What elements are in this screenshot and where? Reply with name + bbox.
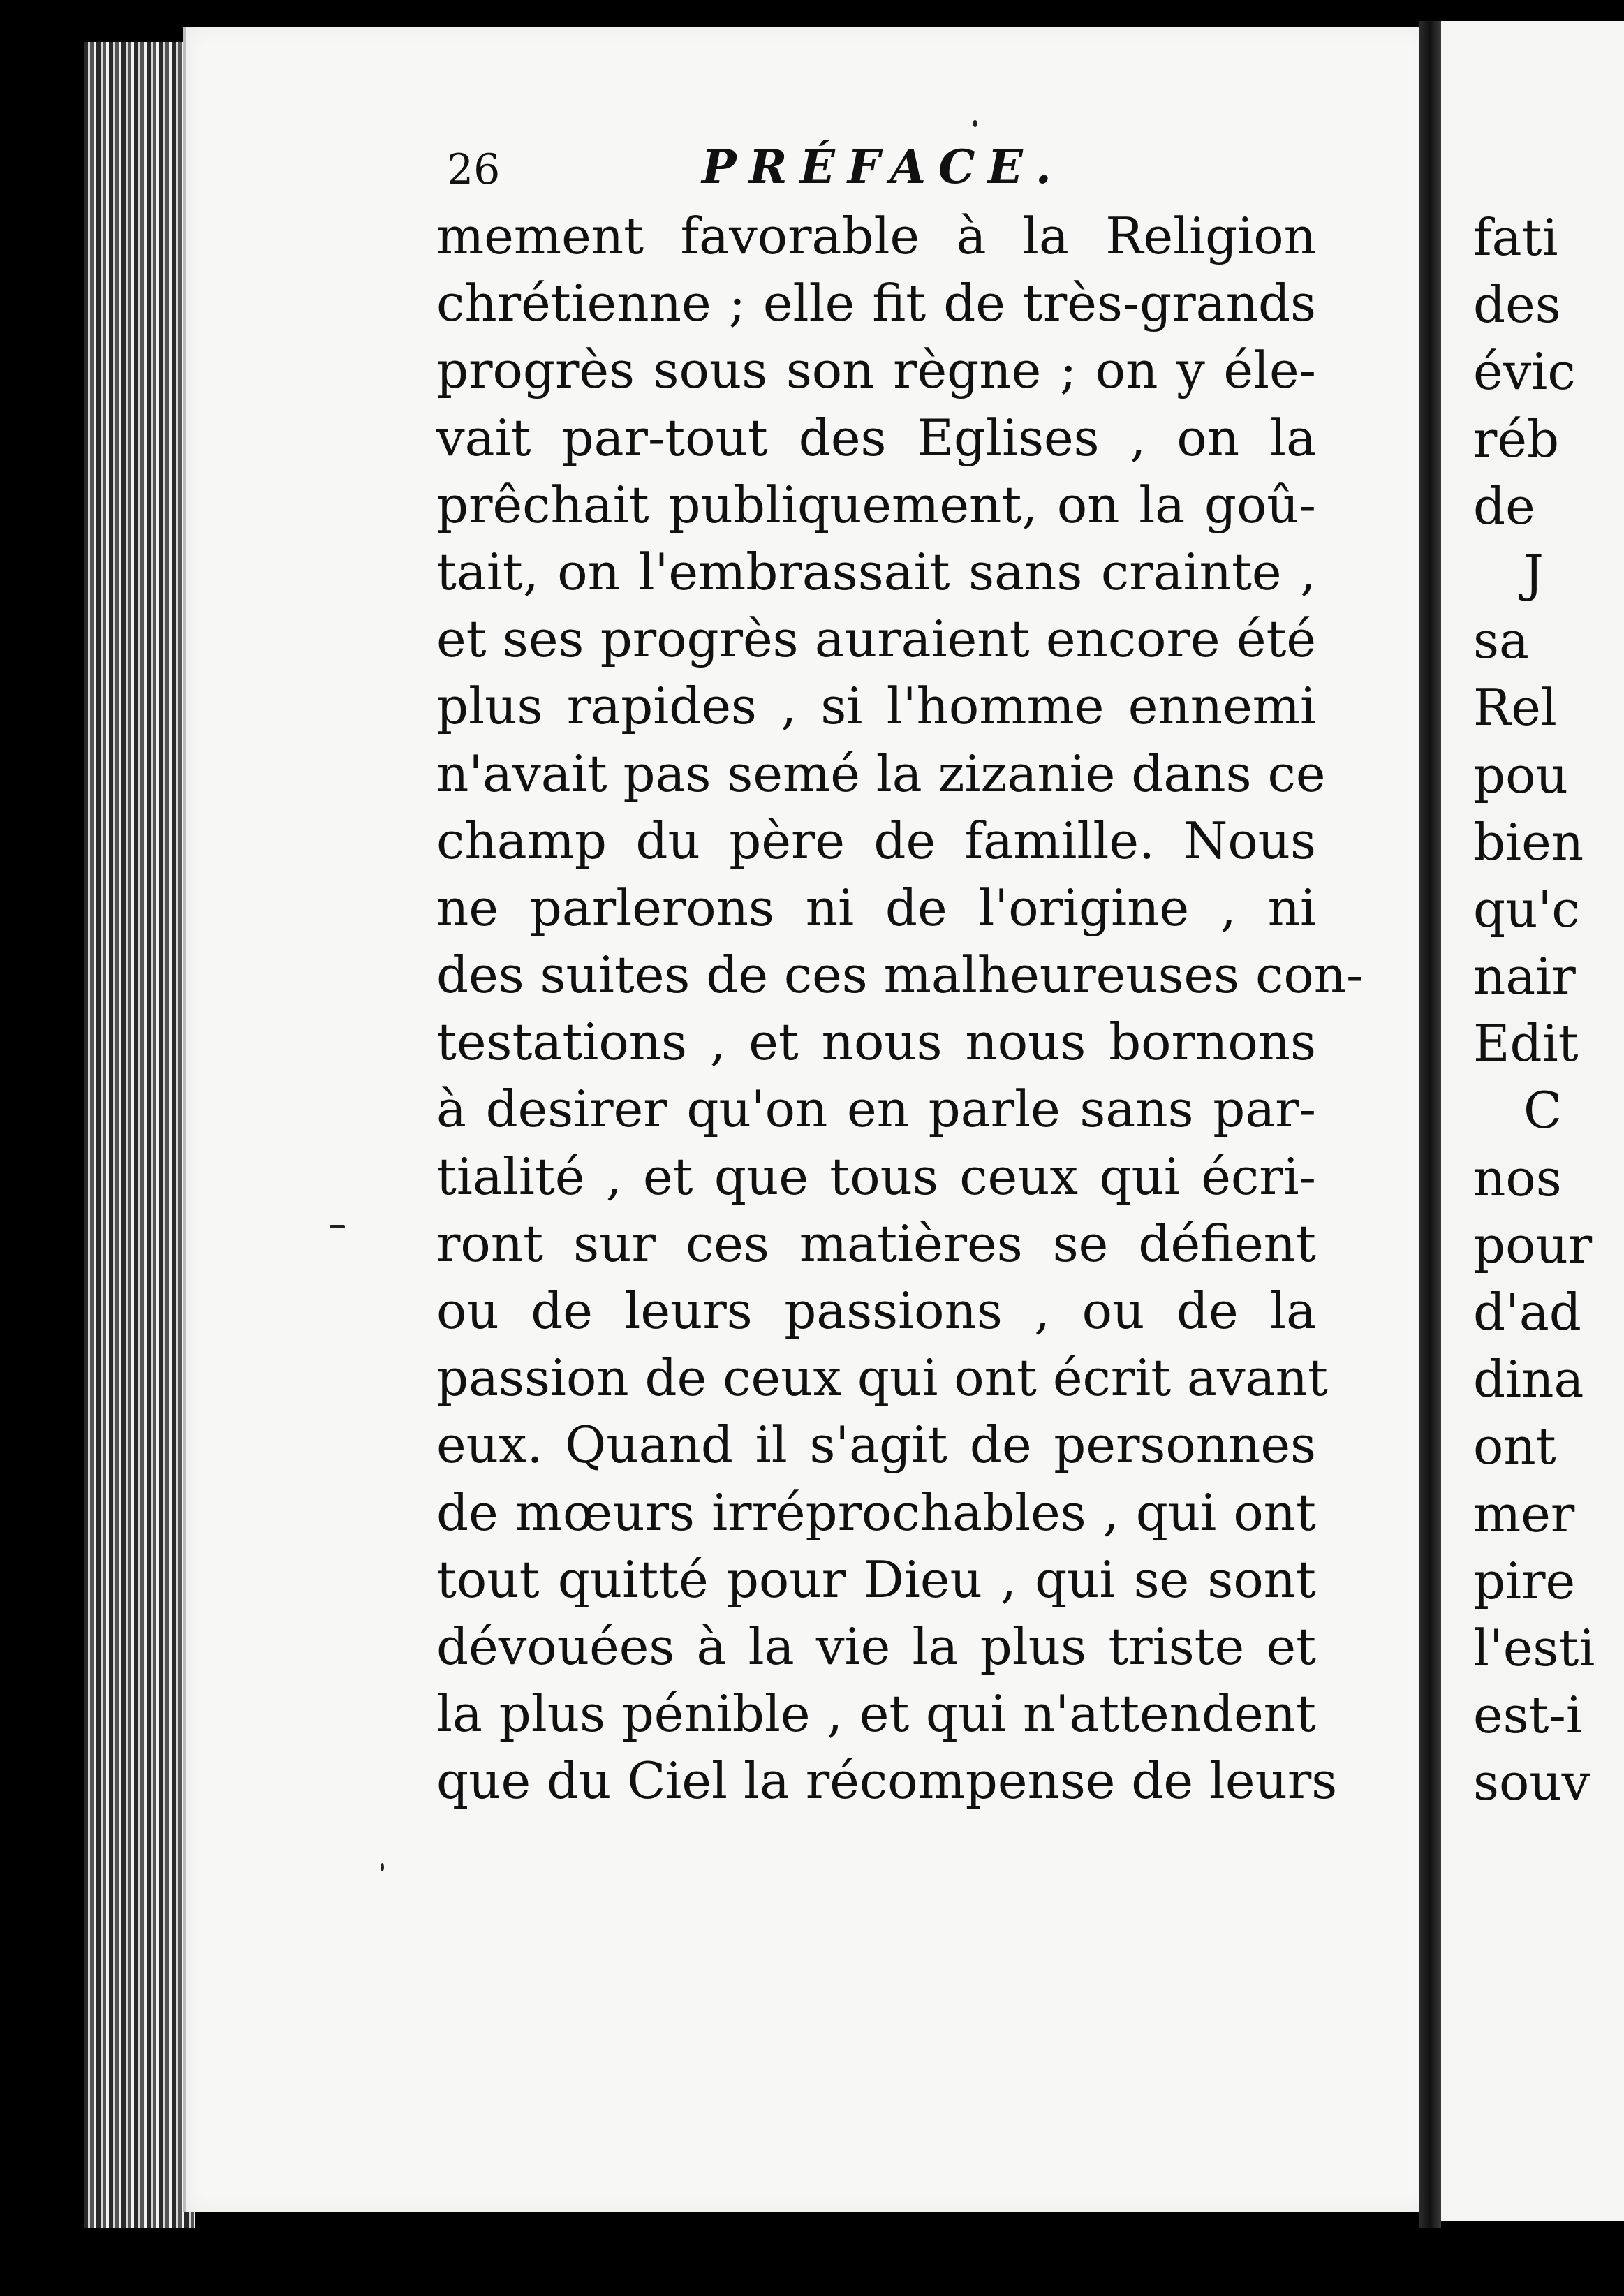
ink-speck	[330, 1225, 345, 1228]
text-line: vait par-tout des Eglises , on la	[436, 408, 1316, 467]
text-line: ront sur ces matières se défient	[436, 1214, 1316, 1273]
text-line: sa	[1473, 611, 1529, 670]
text-line: tout quitté pour Dieu , qui se sont	[436, 1550, 1316, 1609]
text-line: des	[1473, 275, 1561, 334]
text-line: testations , et nous nous bornons	[436, 1013, 1316, 1072]
right-page-body	[1473, 204, 1624, 1816]
text-line: passion de ceux qui ont écrit avant	[436, 1348, 1328, 1408]
text-line: ou de leurs passions , ou de la	[436, 1281, 1316, 1340]
text-line: plus rapides , si l'homme ennemi	[436, 677, 1316, 736]
text-line: tialité , et que tous ceux qui écri-	[436, 1147, 1316, 1206]
text-line: prêchait publiquement, on la goû-	[436, 475, 1316, 534]
text-line: bien	[1473, 812, 1584, 871]
ink-speck	[381, 1863, 384, 1871]
text-line: dévouées à la vie la plus triste et	[436, 1617, 1316, 1676]
text-line: mer	[1473, 1484, 1575, 1543]
text-line: fati	[1473, 208, 1558, 267]
text-line: évic	[1473, 342, 1576, 402]
text-line: d'ad	[1473, 1283, 1581, 1341]
text-line: Edit	[1473, 1014, 1579, 1073]
text-line: ne parlerons ni de l'origine , ni	[436, 878, 1316, 937]
text-line: champ du père de famille. Nous	[436, 811, 1316, 870]
text-line: pour	[1473, 1215, 1593, 1274]
left-page-body	[436, 203, 1364, 1815]
text-line: la plus pénible , et qui n'attendent	[436, 1684, 1316, 1744]
page-number: 26	[447, 145, 501, 194]
text-line: ont	[1473, 1417, 1556, 1476]
text-line: pou	[1473, 745, 1568, 804]
text-line: chrétienne ; elle fit de très-grands	[436, 274, 1316, 333]
text-line: nair	[1473, 947, 1576, 1006]
text-line: progrès sous son règne ; on y éle-	[436, 341, 1316, 400]
text-line: est-i	[1473, 1686, 1582, 1745]
text-line: l'esti	[1473, 1618, 1595, 1677]
page-edges	[84, 42, 195, 2228]
text-line: mement favorable à la Religion	[436, 207, 1316, 265]
text-line: pire	[1473, 1551, 1576, 1610]
text-line: dina	[1473, 1350, 1584, 1409]
text-line: tait, on l'embrassait sans crainte ,	[436, 542, 1316, 601]
right-page	[1441, 21, 1624, 2221]
ink-speck	[973, 120, 977, 127]
text-line: de	[1473, 476, 1535, 536]
text-line: nos	[1473, 1148, 1562, 1207]
text-line: qu'c	[1473, 879, 1580, 939]
text-line: souv	[1473, 1753, 1590, 1812]
book-gutter	[1419, 21, 1441, 2228]
text-line: Rel	[1473, 678, 1557, 737]
running-title: PRÉFACE.	[702, 140, 1064, 194]
text-line: des suites de ces malheureuses con-	[436, 945, 1364, 1005]
text-line: et ses progrès auraient encore été	[436, 610, 1316, 669]
text-line: eux. Quand il s'agit de personnes	[436, 1415, 1316, 1475]
text-line: n'avait pas semé la zizanie dans ce	[436, 744, 1326, 803]
text-line: réb	[1473, 409, 1560, 469]
text-line: à desirer qu'on en parle sans par-	[436, 1080, 1316, 1139]
text-line: C	[1523, 1081, 1563, 1140]
text-line: de mœurs irréprochables , qui ont	[436, 1482, 1316, 1542]
text-line: J	[1523, 543, 1544, 603]
text-line: que du Ciel la récompense de leurs	[436, 1751, 1338, 1811]
